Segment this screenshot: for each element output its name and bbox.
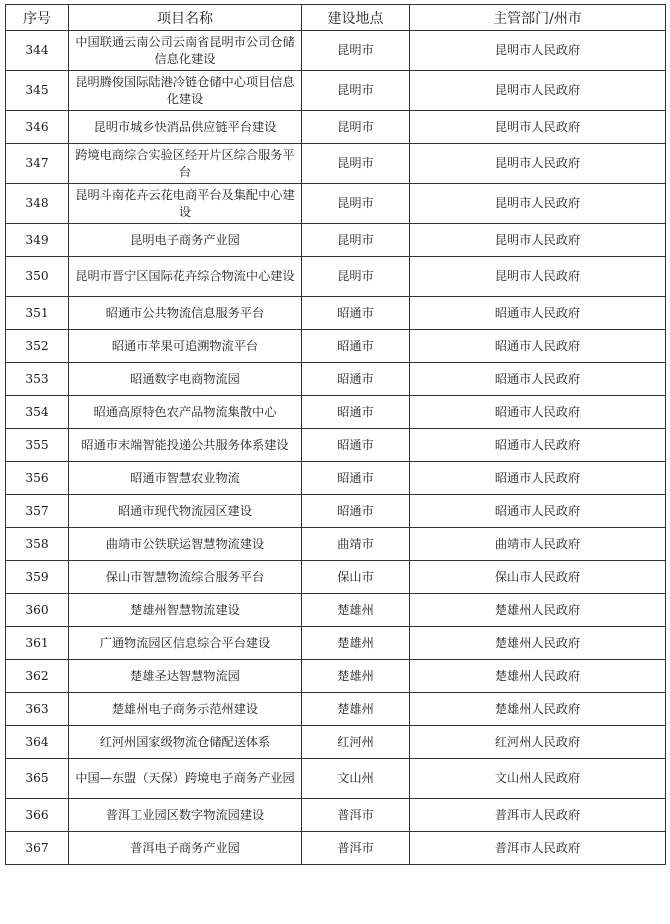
cell-serial-number: 357 bbox=[6, 495, 69, 528]
cell-location: 昆明市 bbox=[302, 111, 410, 144]
cell-department: 普洱市人民政府 bbox=[410, 832, 666, 865]
header-location: 建设地点 bbox=[302, 5, 410, 31]
cell-serial-number: 363 bbox=[6, 693, 69, 726]
cell-serial-number: 349 bbox=[6, 224, 69, 257]
cell-project-name: 楚雄圣达智慧物流园 bbox=[69, 660, 302, 693]
cell-project-name: 昆明电子商务产业园 bbox=[69, 224, 302, 257]
table-row bbox=[6, 799, 666, 832]
cell-project-name: 广通物流园区信息综合平台建设 bbox=[69, 627, 302, 660]
cell-serial-number: 366 bbox=[6, 799, 69, 832]
cell-location: 普洱市 bbox=[302, 799, 410, 832]
table-row bbox=[6, 832, 666, 865]
cell-department: 昆明市人民政府 bbox=[410, 257, 666, 297]
cell-location: 昆明市 bbox=[302, 257, 410, 297]
cell-project-name: 昭通市公共物流信息服务平台 bbox=[69, 297, 302, 330]
cell-project-name: 昭通市苹果可追溯物流平台 bbox=[69, 330, 302, 363]
cell-project-name: 昭通市智慧农业物流 bbox=[69, 462, 302, 495]
cell-serial-number: 364 bbox=[6, 726, 69, 759]
table-row bbox=[6, 111, 666, 144]
table-body bbox=[6, 31, 666, 865]
cell-serial-number: 350 bbox=[6, 257, 69, 297]
cell-location: 昭通市 bbox=[302, 330, 410, 363]
table-row bbox=[6, 297, 666, 330]
cell-project-name: 中国联通云南公司云南省昆明市公司仓储信息化建设 bbox=[69, 31, 302, 71]
table-row bbox=[6, 726, 666, 759]
table-row bbox=[6, 528, 666, 561]
cell-project-name: 昆明斗南花卉云花电商平台及集配中心建设 bbox=[69, 184, 302, 224]
cell-location: 楚雄州 bbox=[302, 627, 410, 660]
cell-project-name: 曲靖市公铁联运智慧物流建设 bbox=[69, 528, 302, 561]
cell-serial-number: 353 bbox=[6, 363, 69, 396]
table-row bbox=[6, 627, 666, 660]
cell-department: 文山州人民政府 bbox=[410, 759, 666, 799]
table-row bbox=[6, 31, 666, 71]
cell-serial-number: 360 bbox=[6, 594, 69, 627]
table-row bbox=[6, 363, 666, 396]
cell-location: 昆明市 bbox=[302, 224, 410, 257]
cell-project-name: 普洱工业园区数字物流园建设 bbox=[69, 799, 302, 832]
cell-serial-number: 359 bbox=[6, 561, 69, 594]
table-row bbox=[6, 429, 666, 462]
header-serial-number: 序号 bbox=[6, 5, 69, 31]
table-row bbox=[6, 257, 666, 297]
cell-project-name: 昭通高原特色农产品物流集散中心 bbox=[69, 396, 302, 429]
cell-serial-number: 348 bbox=[6, 184, 69, 224]
cell-department: 楚雄州人民政府 bbox=[410, 693, 666, 726]
cell-location: 普洱市 bbox=[302, 832, 410, 865]
cell-location: 曲靖市 bbox=[302, 528, 410, 561]
cell-serial-number: 345 bbox=[6, 71, 69, 111]
cell-serial-number: 346 bbox=[6, 111, 69, 144]
cell-serial-number: 347 bbox=[6, 144, 69, 184]
cell-project-name: 昭通市现代物流园区建设 bbox=[69, 495, 302, 528]
cell-serial-number: 356 bbox=[6, 462, 69, 495]
cell-department: 红河州人民政府 bbox=[410, 726, 666, 759]
cell-project-name: 中国—东盟（天保）跨境电子商务产业园 bbox=[69, 759, 302, 799]
cell-department: 普洱市人民政府 bbox=[410, 799, 666, 832]
table-row bbox=[6, 660, 666, 693]
cell-department: 昆明市人民政府 bbox=[410, 224, 666, 257]
cell-serial-number: 361 bbox=[6, 627, 69, 660]
cell-location: 昭通市 bbox=[302, 429, 410, 462]
cell-location: 楚雄州 bbox=[302, 693, 410, 726]
cell-serial-number: 352 bbox=[6, 330, 69, 363]
cell-location: 昆明市 bbox=[302, 31, 410, 71]
cell-serial-number: 351 bbox=[6, 297, 69, 330]
cell-project-name: 昆明市晋宁区国际花卉综合物流中心建设 bbox=[69, 257, 302, 297]
cell-location: 昆明市 bbox=[302, 184, 410, 224]
cell-project-name: 普洱电子商务产业园 bbox=[69, 832, 302, 865]
cell-serial-number: 362 bbox=[6, 660, 69, 693]
cell-project-name: 昆明腾俊国际陆港冷链仓储中心项目信息化建设 bbox=[69, 71, 302, 111]
cell-project-name: 昭通市末端智能投递公共服务体系建设 bbox=[69, 429, 302, 462]
cell-location: 楚雄州 bbox=[302, 594, 410, 627]
table-row bbox=[6, 594, 666, 627]
cell-project-name: 跨境电商综合实验区经开片区综合服务平台 bbox=[69, 144, 302, 184]
cell-project-name: 红河州国家级物流仓储配送体系 bbox=[69, 726, 302, 759]
cell-department: 昆明市人民政府 bbox=[410, 71, 666, 111]
table-row bbox=[6, 561, 666, 594]
cell-department: 昭通市人民政府 bbox=[410, 330, 666, 363]
cell-project-name: 昭通数字电商物流园 bbox=[69, 363, 302, 396]
cell-department: 昆明市人民政府 bbox=[410, 111, 666, 144]
cell-department: 昭通市人民政府 bbox=[410, 396, 666, 429]
cell-location: 昭通市 bbox=[302, 396, 410, 429]
cell-location: 红河州 bbox=[302, 726, 410, 759]
table-row bbox=[6, 224, 666, 257]
cell-location: 昆明市 bbox=[302, 144, 410, 184]
table-header-row bbox=[6, 5, 666, 31]
cell-location: 保山市 bbox=[302, 561, 410, 594]
cell-department: 昭通市人民政府 bbox=[410, 495, 666, 528]
cell-location: 昭通市 bbox=[302, 495, 410, 528]
cell-department: 昆明市人民政府 bbox=[410, 184, 666, 224]
table-row bbox=[6, 396, 666, 429]
table-row bbox=[6, 330, 666, 363]
cell-project-name: 楚雄州电子商务示范州建设 bbox=[69, 693, 302, 726]
cell-project-name: 楚雄州智慧物流建设 bbox=[69, 594, 302, 627]
cell-serial-number: 358 bbox=[6, 528, 69, 561]
cell-department: 楚雄州人民政府 bbox=[410, 594, 666, 627]
cell-serial-number: 365 bbox=[6, 759, 69, 799]
cell-serial-number: 367 bbox=[6, 832, 69, 865]
cell-department: 曲靖市人民政府 bbox=[410, 528, 666, 561]
cell-department: 昭通市人民政府 bbox=[410, 462, 666, 495]
table-row bbox=[6, 144, 666, 184]
table-row bbox=[6, 759, 666, 799]
cell-location: 楚雄州 bbox=[302, 660, 410, 693]
cell-location: 昆明市 bbox=[302, 71, 410, 111]
cell-department: 昆明市人民政府 bbox=[410, 144, 666, 184]
cell-project-name: 昆明市城乡快消品供应链平台建设 bbox=[69, 111, 302, 144]
cell-department: 昭通市人民政府 bbox=[410, 429, 666, 462]
cell-location: 昭通市 bbox=[302, 363, 410, 396]
cell-department: 昆明市人民政府 bbox=[410, 31, 666, 71]
table-row bbox=[6, 495, 666, 528]
cell-department: 保山市人民政府 bbox=[410, 561, 666, 594]
cell-location: 文山州 bbox=[302, 759, 410, 799]
cell-project-name: 保山市智慧物流综合服务平台 bbox=[69, 561, 302, 594]
header-project-name: 项目名称 bbox=[69, 5, 302, 31]
cell-department: 楚雄州人民政府 bbox=[410, 627, 666, 660]
table-row bbox=[6, 71, 666, 111]
project-table bbox=[5, 4, 666, 865]
cell-department: 昭通市人民政府 bbox=[410, 363, 666, 396]
cell-location: 昭通市 bbox=[302, 462, 410, 495]
cell-serial-number: 344 bbox=[6, 31, 69, 71]
cell-location: 昭通市 bbox=[302, 297, 410, 330]
table-row bbox=[6, 184, 666, 224]
cell-serial-number: 354 bbox=[6, 396, 69, 429]
cell-department: 楚雄州人民政府 bbox=[410, 660, 666, 693]
table-row bbox=[6, 693, 666, 726]
cell-department: 昭通市人民政府 bbox=[410, 297, 666, 330]
cell-serial-number: 355 bbox=[6, 429, 69, 462]
table-row bbox=[6, 462, 666, 495]
header-department: 主管部门/州市 bbox=[410, 5, 666, 31]
